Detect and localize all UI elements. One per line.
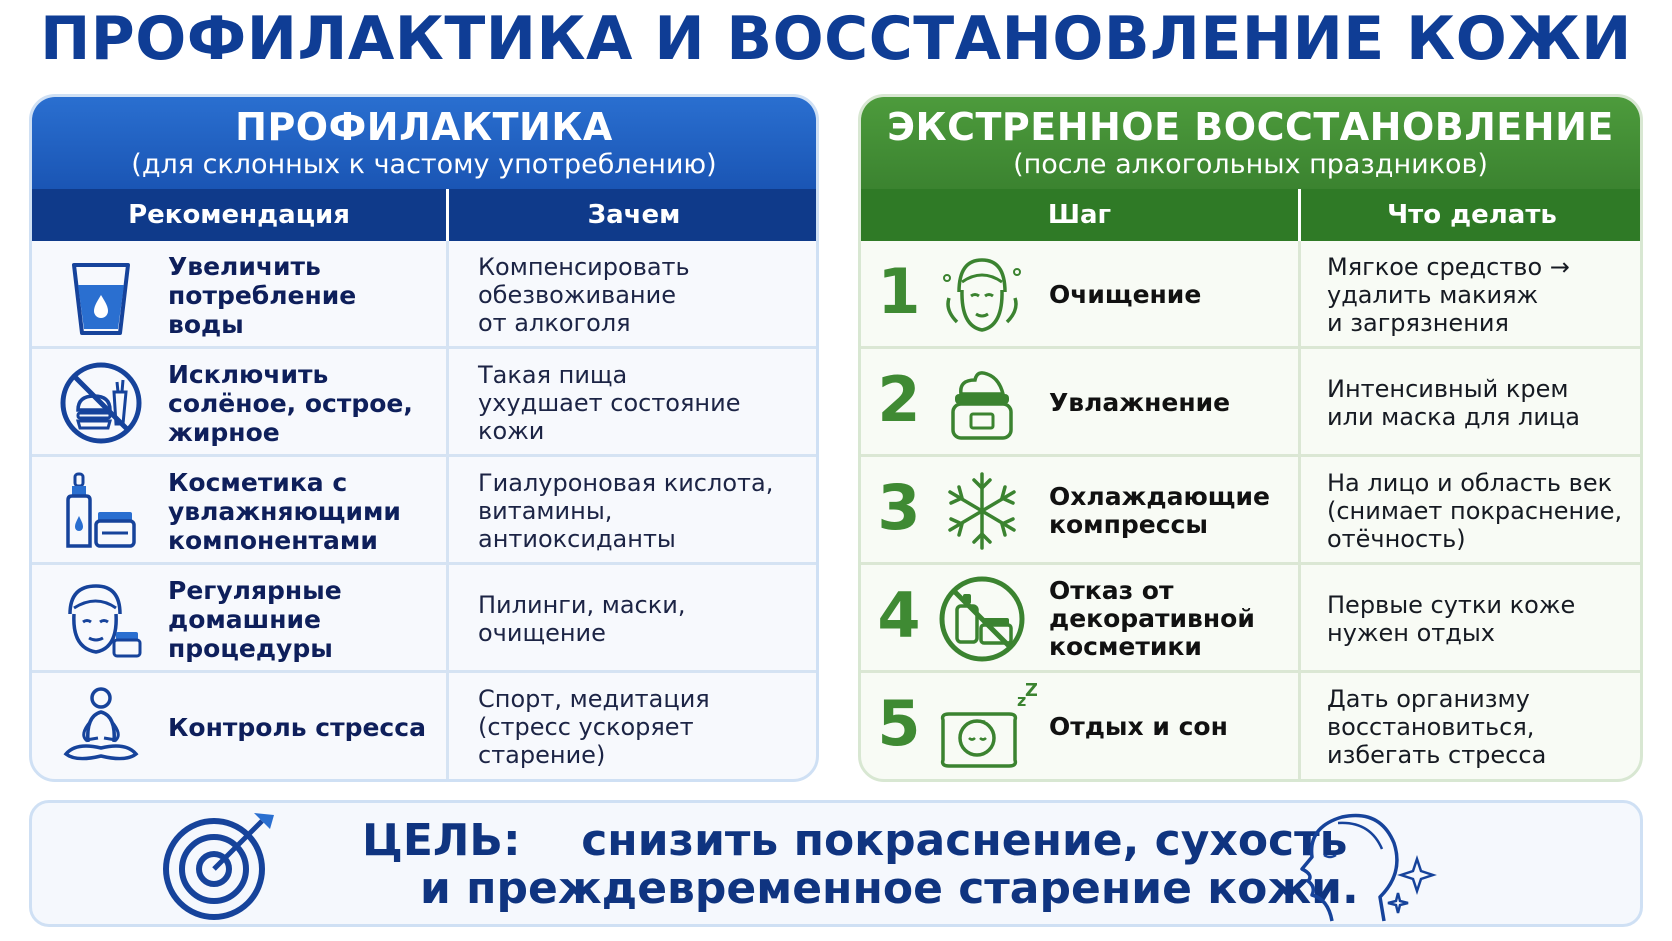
face-mask-icon (56, 574, 146, 664)
prevention-panel (29, 94, 819, 782)
goal-line-2: и преждевременное старение кожи. (420, 863, 1359, 914)
face-cleansing-icon (937, 250, 1027, 340)
goal-text (362, 817, 1362, 913)
table-row (32, 241, 816, 349)
step-number: 3 (877, 471, 921, 544)
recommendation-text: Исключить солёное, острое, жирное (168, 359, 413, 447)
why-text: Такая пища ухудшает состояние кожи (478, 361, 741, 445)
table-row (861, 349, 1640, 457)
recovery-subtitle: (после алкогольных праздников) (1013, 149, 1488, 180)
table-row (32, 565, 816, 673)
snowflake-icon (937, 466, 1027, 556)
prevention-title: ПРОФИЛАКТИКА (235, 105, 613, 149)
why-text: Спорт, медитация (стресс ускоряет старение) (478, 685, 710, 769)
step-name: Отказ от декоративной косметики (1049, 576, 1255, 661)
step-number: 5 (877, 687, 921, 760)
recommendation-text: Увеличить потребление воды (168, 251, 357, 339)
what-to-do-text: Дать организму восстановиться, избегать стресса (1327, 685, 1547, 769)
column-step: Шаг (1047, 200, 1112, 230)
water-glass-icon (56, 251, 146, 341)
table-row (32, 349, 816, 457)
prevention-column-header (32, 189, 816, 241)
no-makeup-icon (937, 574, 1027, 664)
recommendation-text: Контроль стресса (168, 712, 426, 742)
what-to-do-text: Интенсивный крем или маска для лица (1327, 375, 1580, 431)
table-row (32, 673, 816, 781)
sleep-pillow-icon (937, 682, 1037, 772)
what-to-do-text: Мягкое средство → удалить макияж и загрязнения (1327, 253, 1570, 337)
table-row (32, 457, 816, 565)
goal-banner (29, 800, 1643, 927)
what-to-do-text: Первые сутки коже нужен отдых (1327, 591, 1576, 647)
cream-jar-icon (937, 358, 1027, 448)
cosmetics-bottle-icon (56, 466, 146, 556)
recommendation-text: Регулярные домашние процедуры (168, 575, 342, 663)
svg-text:Z: Z (1025, 682, 1037, 701)
recovery-panel (858, 94, 1643, 782)
table-row (861, 241, 1640, 349)
step-name: Увлажнение (1049, 388, 1231, 417)
target-icon (162, 807, 282, 922)
recovery-column-header (861, 189, 1640, 241)
why-text: Гиалуроновая кислота, витамины, антиоксиданты (478, 469, 774, 553)
why-text: Пилинги, маски, очищение (478, 591, 686, 647)
why-text: Компенсировать обезвоживание от алкоголя (478, 253, 690, 337)
recovery-header (861, 97, 1640, 189)
table-row (861, 457, 1640, 565)
woman-face-icon (1272, 803, 1452, 925)
goal-label: ЦЕЛЬ: (362, 815, 521, 866)
step-name: Охлаждающие компрессы (1049, 482, 1270, 539)
column-why: Зачем (587, 200, 681, 230)
step-name: Очищение (1049, 280, 1202, 309)
step-name: Отдых и сон (1049, 712, 1228, 741)
recommendation-text: Косметика с увлажняющими компонентами (168, 467, 401, 555)
prevention-header (32, 97, 816, 189)
svg-text:z: z (1017, 691, 1027, 710)
meditation-icon (56, 682, 146, 772)
page-title: ПРОФИЛАКТИКА И ВОССТАНОВЛЕНИЕ КОЖИ (40, 4, 1632, 74)
table-row (861, 673, 1640, 781)
what-to-do-text: На лицо и область век (снимает покраснение, отёчность) (1327, 469, 1623, 553)
prevention-subtitle: (для склонных к частому употреблению) (131, 149, 717, 180)
column-recommendation: Рекомендация (128, 200, 350, 230)
goal-line-1: снизить покраснение, сухость (581, 815, 1348, 866)
column-what-to-do: Что делать (1387, 200, 1557, 230)
no-junk-food-icon (56, 358, 146, 448)
step-number: 2 (877, 363, 921, 436)
step-number: 1 (877, 255, 921, 328)
step-number: 4 (877, 579, 921, 652)
table-row (861, 565, 1640, 673)
recovery-title: ЭКСТРЕННОЕ ВОССТАНОВЛЕНИЕ (887, 105, 1614, 149)
